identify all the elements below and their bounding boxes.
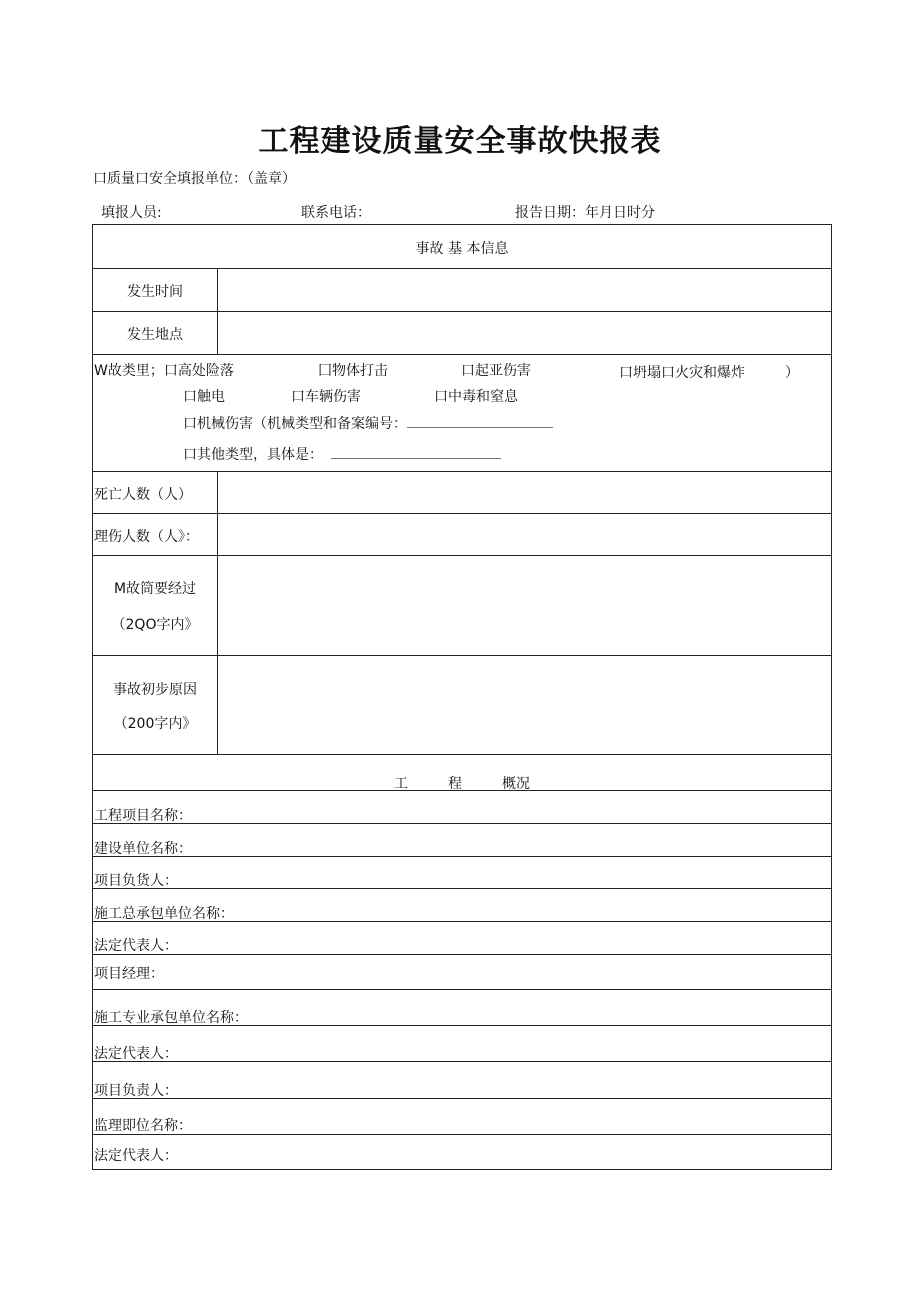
occurrence-place-label: 发生地点: [127, 327, 183, 343]
rule: [93, 655, 831, 656]
legal-rep-label: 法定代表人：: [94, 938, 178, 954]
builder-name-label: 建设单位名称：: [94, 841, 192, 857]
project-section-title: 工 程 概况: [393, 776, 531, 792]
rule: [93, 954, 831, 955]
accident-type-machinery[interactable]: [183, 413, 553, 433]
summary-field[interactable]: [219, 557, 829, 654]
form-title: 工程建设质量安全事故快报表: [258, 124, 662, 159]
deaths-label: 死亡人数（人）: [94, 487, 192, 503]
other-type-blank[interactable]: [331, 446, 501, 459]
accident-type-collapse-fire[interactable]: 口坍塌口火灾和爆炸: [619, 365, 745, 381]
project-principal-label: 项目负货人：: [94, 873, 178, 889]
report-unit-line: 口质量口安全填报单位：（盖章）: [93, 171, 296, 187]
project-leader-label: 项目负责人：: [94, 1083, 178, 1099]
accident-type-other[interactable]: [183, 444, 501, 464]
rule: [93, 1134, 831, 1135]
rule: [93, 268, 831, 269]
rule: [93, 754, 831, 755]
project-name-label: 工程项目名称：: [94, 808, 192, 824]
specialty-contractor-label: 施工专业承包单位名称：: [94, 1010, 248, 1026]
accident-type-fall[interactable]: W故类里；口高处险落: [94, 363, 234, 379]
rule: [93, 471, 831, 472]
rule: [93, 1061, 831, 1062]
cause-label: 事故初步原因: [113, 682, 197, 698]
general-contractor-label: 施工总承包单位名称：: [94, 906, 234, 922]
rule: [93, 1098, 831, 1099]
accident-type-vehicle[interactable]: 口车辆伤害: [291, 389, 361, 405]
accident-type-object-strike[interactable]: 囗物体打击: [318, 363, 388, 379]
rule: [93, 555, 831, 556]
accident-type-machinery-label: 口机械伤害（机械类型和备案编号：: [183, 416, 407, 432]
report-form-table: [92, 224, 832, 1170]
cause-limit-label: （200字内》: [113, 716, 197, 732]
occurrence-time-label: 发生时间: [127, 284, 183, 300]
rule: [93, 513, 831, 514]
rule: [93, 354, 831, 355]
legal-rep-label: 法定代表人：: [94, 1148, 178, 1164]
phone-label: 联系电话：: [301, 205, 371, 221]
rule: [93, 888, 831, 889]
rule: [93, 311, 831, 312]
report-date-label: 报告日期：年月日时分: [515, 205, 655, 221]
supervisor-name-label: 监理即位名称：: [94, 1118, 192, 1134]
column-divider: [217, 268, 218, 354]
occurrence-time-field[interactable]: [219, 270, 829, 310]
project-manager-label: 项目经理：: [94, 966, 164, 982]
injuries-label: 理伤人数（人》：: [94, 529, 199, 545]
rule: [93, 823, 831, 824]
reporter-label: 填报人员:: [101, 205, 162, 221]
deaths-field[interactable]: [219, 473, 829, 512]
rule: [93, 989, 831, 990]
summary-limit-label: （2QO字内》: [111, 617, 199, 633]
column-divider: [217, 471, 218, 754]
legal-rep-label: 法定代表人：: [94, 1046, 178, 1062]
basic-info-section-title: 事故 基 本信息: [415, 241, 509, 257]
rule: [93, 856, 831, 857]
occurrence-place-field[interactable]: [219, 313, 829, 353]
accident-type-other-label: 口其他类型，具体是：: [183, 447, 323, 463]
injuries-field[interactable]: [219, 515, 829, 554]
accident-type-electric[interactable]: 口触电: [183, 389, 225, 405]
accident-type-poisoning[interactable]: 口中毒和窒息: [434, 389, 518, 405]
machinery-filing-blank[interactable]: [407, 415, 553, 428]
accident-type-lifting[interactable]: 口起亚伤害: [461, 363, 531, 379]
summary-label: M故筒要经过: [113, 581, 197, 597]
accident-type-close-paren: ）: [785, 365, 799, 381]
cause-field[interactable]: [219, 657, 829, 753]
